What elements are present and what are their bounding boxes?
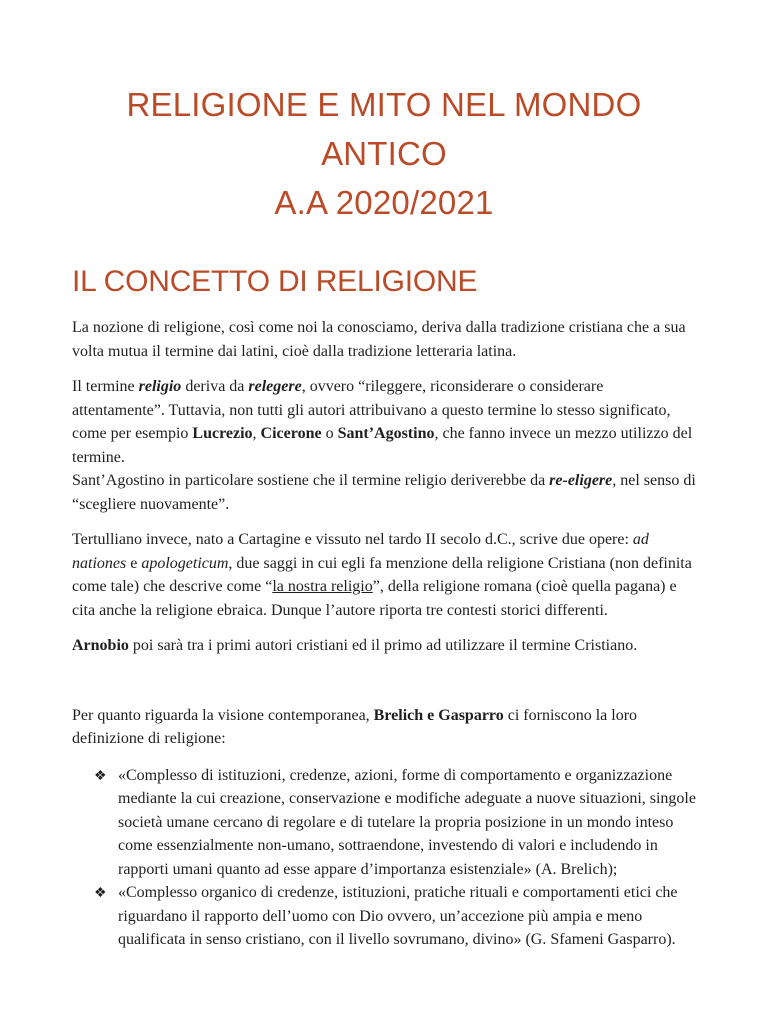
text-run: La nozione di religione, così come noi la conosciamo, deriva dalla tradizione cristiana che a sua volta mutua il termine dai latini, cioè dalla tradizione letteraria latina.: [72, 319, 686, 360]
text-run: ad nationes: [72, 531, 649, 572]
text-run: Arnobio: [72, 637, 129, 654]
text-run: Sant’Agostino in particolare sostiene che il termine religio deriverebbe da: [72, 472, 550, 489]
text-run: ”, della religione romana (cioè quella pagana) e cita anche la religione ebraica. Dunque l’autore riporta tre contesti storici differenti.: [72, 578, 677, 619]
section-heading: IL CONCETTO DI RELIGIONE: [72, 265, 478, 298]
text-run: e: [126, 554, 142, 572]
text-run: Lucrezio: [192, 425, 253, 442]
text-run: , due saggi in cui egli fa menzione della religione Cristiana (non definita come tale) che descrive come “: [72, 554, 692, 595]
text-run: , che fanno invece un mezzo utilizzo del termine.: [72, 425, 693, 466]
text-run: , nel senso di “scegliere nuovamente”.: [72, 472, 696, 513]
text-run: re-eligere: [549, 472, 613, 489]
list-item-text: [118, 767, 696, 878]
text-run: Sant’Agostino: [337, 425, 435, 442]
text-run: Per quanto riguarda la visione contemporanea,: [72, 706, 374, 724]
list-item-text: [118, 884, 678, 948]
paragraph-tertulliano: [72, 528, 696, 622]
list-item-definizione-brelich: [72, 764, 696, 882]
document-content: [72, 0, 696, 952]
paragraph-brelich-gasparro: [72, 704, 696, 751]
text-run: apologeticum: [141, 554, 229, 572]
text-run: poi sarà tra i primi autori cristiani ed il primo ad utilizzare il termine Cristiano.: [128, 637, 638, 654]
document-title-line-1: RELIGIONE E MITO NEL MONDO ANTICO: [126, 86, 642, 172]
diamond-bullet-icon: ❖: [94, 768, 107, 784]
paragraph-nozione-religione: [72, 316, 696, 363]
diamond-bullet-icon: ❖: [94, 886, 107, 901]
text-run: Tertulliano invece, nato a Cartagine e vissuto nel tardo II secolo d.C., scrive due opere:: [72, 531, 633, 548]
text-run: «Complesso di istituzioni, credenze, azioni, forme di comportamento e organizzazione mediante la cui creazione, conservazione e modifiche adeguate a nuove situazioni, singole società umane cercano di regolare e di tutelare la propria posizione in un mondo inteso come essenzialmente non-umano, sottraendone, investendo di valori e includendo in rapporti umani quanto ad esse appare d’importanza esistenziale» (A. Brelich);: [118, 766, 696, 878]
paragraph-arnobio: [72, 634, 696, 658]
text-run: «Complesso organico di credenze, istituzioni, pratiche rituali e comportamenti etici che riguardano il rapporto dell’uomo con Dio ovvero, un’accezione più ampia e meno qualificata in senso cristiano, con il livello sovrumano, divino» (G. Sfameni Gasparro).: [118, 884, 678, 948]
text-run: Brelich e Gasparro: [373, 706, 504, 724]
definitions-list: [72, 764, 696, 952]
text-run: o: [321, 425, 338, 442]
text-run: relegere: [248, 378, 302, 395]
document-title: [72, 80, 696, 227]
paragraph-termine-religio: [72, 375, 696, 516]
text-run: ci forniscono la loro definizione di religione:: [72, 706, 638, 747]
text-run: la nostra religio: [272, 578, 373, 595]
text-run: Cicerone: [260, 425, 322, 442]
text-run: ,: [252, 425, 261, 442]
text-run: deriva da: [181, 378, 249, 395]
blank-line-spacer: [72, 658, 696, 692]
text-run: Il termine: [72, 378, 139, 395]
list-item-definizione-gasparro: [72, 881, 696, 952]
document-title-line-2: A.A 2020/2021: [274, 184, 494, 221]
text-run: , ovvero “rileggere, riconsiderare o considerare attentamente”. Tuttavia, non tutti gli autori attribuivano a questo termine lo stesso significato, come per esempio: [72, 378, 671, 442]
text-run: religio: [138, 378, 182, 395]
